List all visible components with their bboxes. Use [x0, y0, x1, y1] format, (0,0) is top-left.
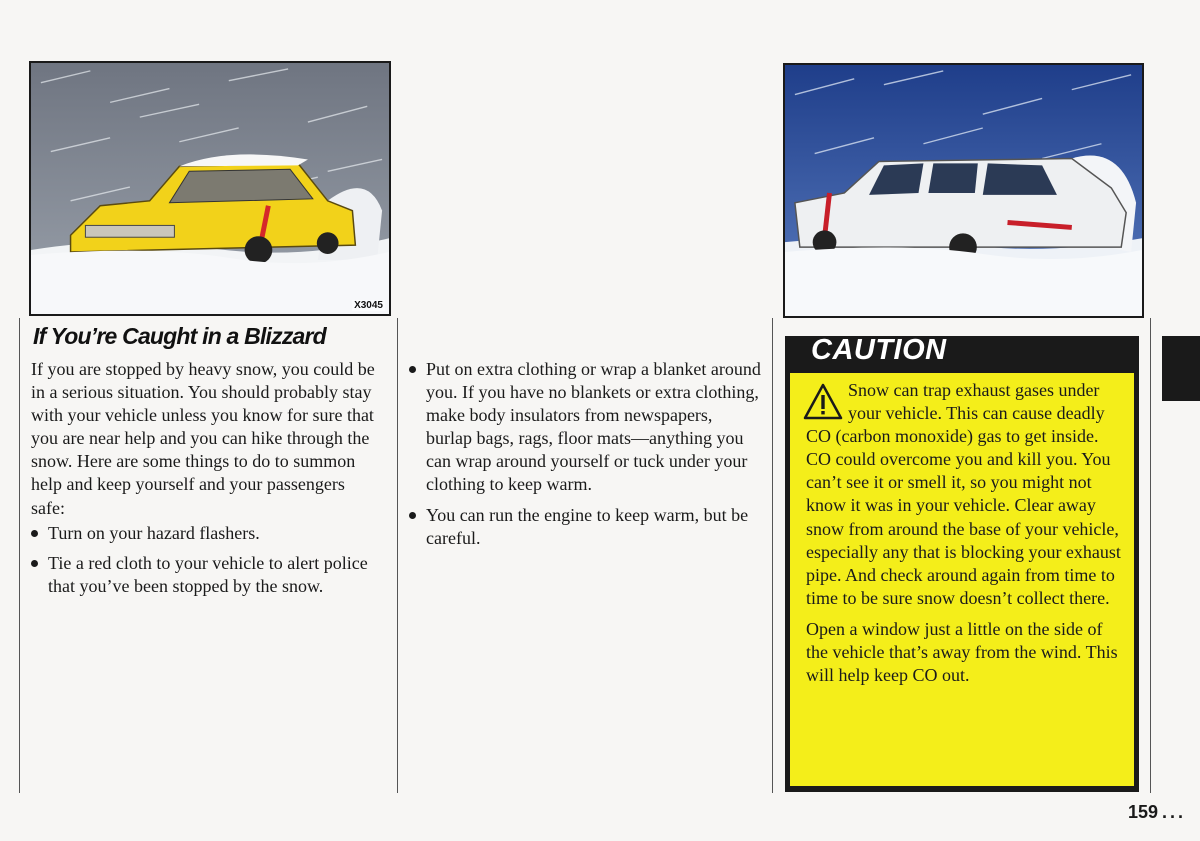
column-rule: [19, 318, 20, 793]
list-item-text: Turn on your hazard flashers.: [48, 522, 260, 543]
caution-paragraph: Open a window just a little on the side of the vehicle that’s away from the wind. This will help keep CO out.: [806, 618, 1118, 686]
column-rule: [1150, 318, 1151, 793]
bullet-icon: [409, 366, 416, 373]
list-item-text: Tie a red cloth to your vehicle to alert police that you’ve been stopped by the snow.: [48, 552, 368, 596]
list-item: [409, 504, 761, 550]
caution-body: [790, 373, 1134, 786]
caution-paragraph: Snow can trap exhaust gases under your vehicle. This can cause deadly CO (carbon monoxide) gas to get inside. CO could overcome you and kill you. You can’t see it or smell it, so you might not know it was in your vehicle. Clear away snow from around the base of your vehicle, especially any that is blocking your exhaust pipe. And check around again from time to time to be sure snow doesn’t collect there.: [806, 380, 1121, 608]
bullet-icon: [409, 512, 416, 519]
intro-paragraph: If you are stopped by heavy snow, you could be in a serious situation. You should probably stay with your vehicle unless you know for sure that you are near help and you can hike through the snow. Here are some things to do to summon help and keep yourself and your passengers safe:: [31, 359, 375, 518]
middle-column: [409, 358, 761, 550]
list-item: [31, 552, 381, 598]
list-item: [409, 358, 761, 497]
caution-box: [785, 336, 1139, 792]
column-rule: [397, 318, 398, 793]
warning-triangle-icon: [802, 382, 844, 422]
illustration-code: X3045: [354, 300, 383, 311]
white-wagon-in-snow-image: [785, 65, 1142, 316]
column-rule: [772, 318, 773, 793]
list-item-text: You can run the engine to keep warm, but be careful.: [426, 504, 749, 548]
section-tab-marker: [1162, 336, 1200, 401]
bullet-icon: [31, 560, 38, 567]
section-heading: If You’re Caught in a Blizzard: [33, 323, 326, 349]
list-item: [31, 522, 381, 545]
blizzard-car-illustration-right: [783, 63, 1144, 318]
left-column: [31, 358, 381, 598]
page-number-value: 159: [1127, 802, 1158, 822]
list-item-text: Put on extra clothing or wrap a blanket around you. If you have no blankets or extra clothing, make body insulators from newspapers, burlap bags, rags, floor mats—anything you can wrap around yourself or tuck under your clothing to keep warm.: [426, 359, 761, 495]
caution-title: CAUTION: [811, 334, 947, 366]
continuation-dots: ...: [1161, 802, 1186, 822]
bullet-icon: [31, 530, 38, 537]
blizzard-car-illustration-left: [29, 61, 391, 316]
yellow-car-in-snow-image: [31, 63, 389, 314]
page-number: [1128, 802, 1186, 823]
